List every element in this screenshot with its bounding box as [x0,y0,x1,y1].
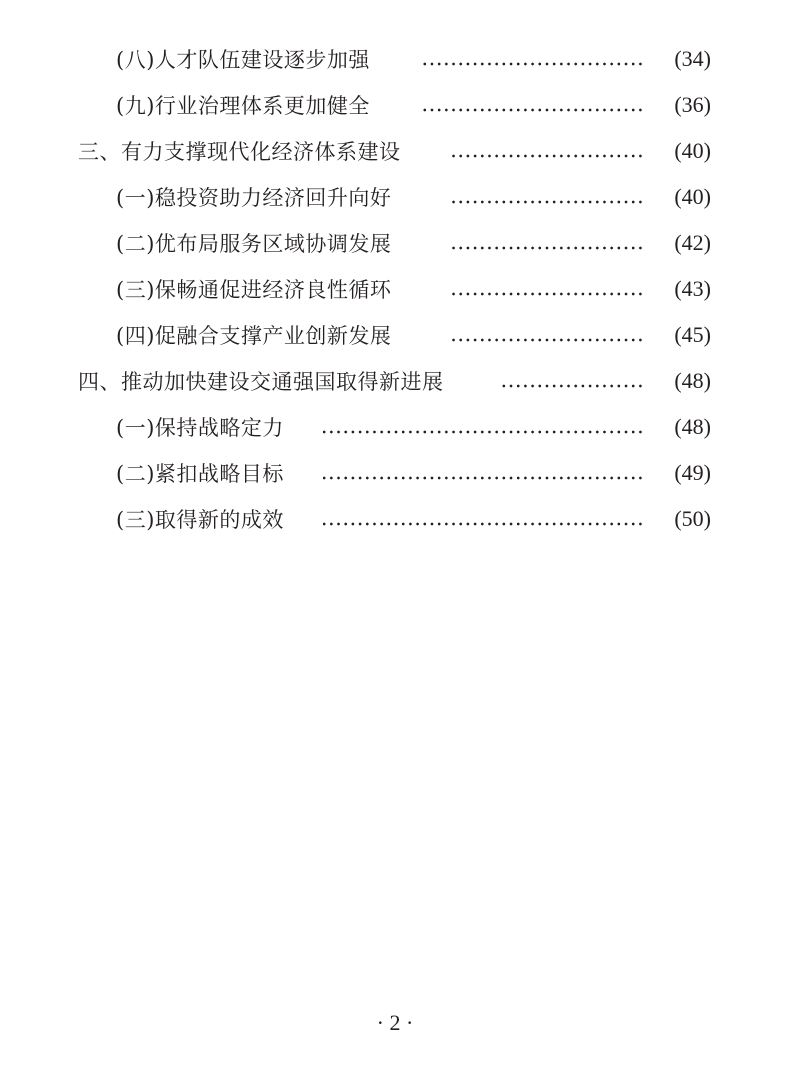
toc-entry-circulation[interactable] [0,274,790,304]
toc-entry-title: 紧扣战略目标 [154,462,284,486]
page-number: · 2 · [376,1010,414,1035]
toc-entry-strategic-focus[interactable] [0,412,790,442]
toc-entry-number: (四) [116,324,155,348]
toc-section-four[interactable] [0,366,790,396]
toc-entry-investment[interactable] [0,182,790,212]
toc-entry-number: 四、 [78,370,121,394]
toc-entry-title: 取得新的成效 [154,508,284,532]
toc-entry-page: (50) [674,506,711,531]
toc-entry-lead [116,44,370,74]
toc-entry-page: (40) [674,184,711,209]
toc-entry-title: 推动加快建设交通强国取得新进展 [121,370,444,394]
toc-entry-lead [116,504,284,534]
toc-entry-title: 稳投资助力经济回升向好 [154,186,392,210]
dot-leader [450,245,644,251]
toc-entry-page: (48) [674,368,711,393]
toc-entry-layout[interactable] [0,228,790,258]
toc-entry-number: (一) [116,416,155,440]
toc-entry-page: (48) [674,414,711,439]
toc-entry-page: (42) [674,230,711,255]
toc-entry-title: 行业治理体系更加健全 [154,94,370,118]
dot-leader [323,521,644,527]
dot-leader [423,61,644,67]
toc-entry-lead [116,458,284,488]
toc-entry-number: (三) [116,278,155,302]
dot-leader [323,475,644,481]
toc-entry-talent-team[interactable] [0,44,790,74]
toc-entry-integration[interactable] [0,320,790,350]
toc-section-three[interactable] [0,136,790,166]
toc-entry-page: (45) [674,322,711,347]
toc-entry-lead [116,412,284,442]
toc-entry-new-results[interactable] [0,504,790,534]
toc-entry-title: 优布局服务区域协调发展 [154,232,392,256]
toc-entry-title: 有力支撑现代化经济体系建设 [121,140,401,164]
toc-entry-number: (九) [116,94,155,118]
dot-leader [423,107,644,113]
toc-entry-governance[interactable] [0,90,790,120]
toc-entry-title: 促融合支撑产业创新发展 [154,324,392,348]
toc-entry-strategic-goals[interactable] [0,458,790,488]
toc-entry-number: (二) [116,232,155,256]
toc-entry-lead [116,90,370,120]
toc-entry-page: (49) [674,460,711,485]
toc-entry-number: (三) [116,508,155,532]
toc-entry-page: (36) [674,92,711,117]
toc-entry-number: (一) [116,186,155,210]
dot-leader [450,153,644,159]
toc-entry-page: (43) [674,276,711,301]
toc-entry-page: (34) [674,46,711,71]
toc-entry-lead [116,228,391,258]
toc-entry-title: 保持战略定力 [154,416,284,440]
toc-entry-number: (二) [116,462,155,486]
toc-entry-title: 人才队伍建设逐步加强 [154,48,370,72]
toc-entry-page: (40) [674,138,711,163]
toc-entry-lead [78,136,401,166]
toc-entry-title: 保畅通促进经济良性循环 [154,278,392,302]
dot-leader [323,429,644,435]
toc-entry-lead [116,320,391,350]
dot-leader [500,383,644,389]
toc-entry-lead [116,182,391,212]
dot-leader [450,337,644,343]
dot-leader [450,199,644,205]
toc-entry-lead [116,274,391,304]
dot-leader [450,291,644,297]
toc-entry-lead [78,366,444,396]
toc-entry-number: (八) [116,48,155,72]
toc-entry-number: 三、 [78,140,121,164]
